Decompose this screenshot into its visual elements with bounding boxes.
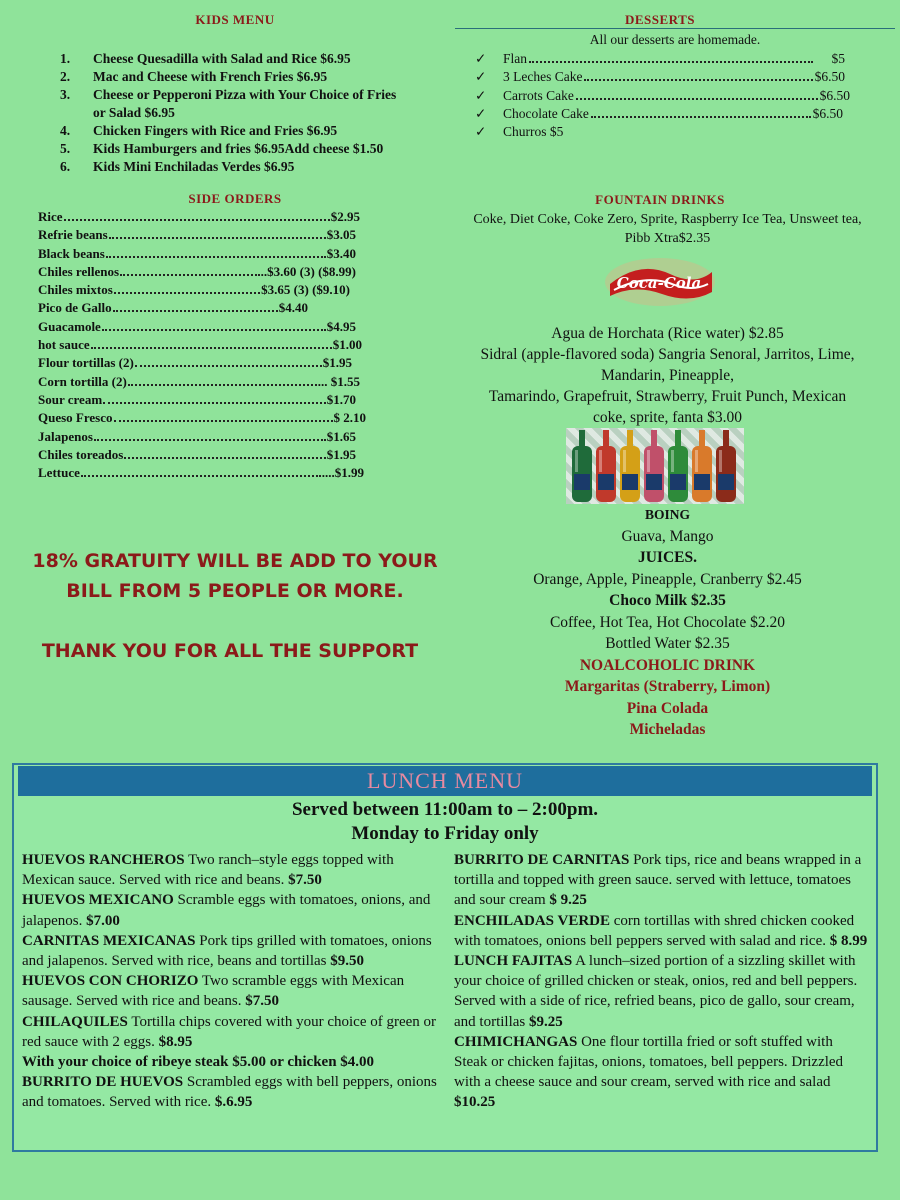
list-item: CARNITAS MEXICANAS Pork tips grilled with tomatoes, onions and jalapenos. Served with rice, beans and tortillas $9.50 — [22, 932, 432, 970]
list-item: 3. Cheese or Pepperoni Pizza with Your Choice of Fries or Salad $6.95 — [60, 87, 397, 120]
gratuity-notice-line2: BILL FROM 5 PEOPLE OR MORE. — [66, 580, 404, 602]
fountain-drinks-list: Coke, Diet Coke, Coke Zero, Sprite, Raspberry Ice Tea, Unsweet tea, Pibb Xtra$2.35 — [473, 212, 862, 246]
bottle — [572, 430, 592, 502]
list-item: Rice $2.95 — [38, 209, 360, 224]
list-item: hot sauce $1.00 — [38, 337, 362, 353]
list-item: Chiles rellenos ..$3.60 (3) ($8.99) — [38, 263, 356, 279]
list-item: Guacamole $4.95 — [38, 318, 356, 334]
check-icon: ✓ — [475, 51, 487, 66]
list-item: ENCHILADAS VERDE corn tortillas with shred chicken cooked with tomatoes, onions bell peppers served with salad and rice. $ 8.99 — [454, 912, 868, 949]
lunch-right-column — [454, 850, 869, 1113]
check-icon: ✓ — [475, 87, 487, 103]
bottle — [620, 430, 640, 502]
list-item: BURRITO DE CARNITAS Pork tips, rice and beans wrapped in a tortilla and topped with green sauce. served with lettuce, tomatoes and sour cream $ 9.25 — [454, 852, 862, 909]
list-item: Queso Fresco $ 2.10 — [38, 410, 366, 426]
list-item: Flour tortillas (2) $1.95 — [38, 355, 352, 371]
list-item: HUEVOS CON CHORIZO Two scramble eggs with Mexican sausage. Served with rice and beans. $7.50 — [22, 973, 405, 1010]
list-item: Lettuce ....$1.99 — [38, 465, 364, 481]
lunch-left-column — [22, 850, 447, 1113]
list-item: Jalapenos $1.65 — [38, 428, 356, 444]
bottle — [644, 430, 664, 502]
list-item: Black beans $3.40 — [38, 245, 356, 261]
list-item: 4. Chicken Fingers with Rice and Fries $6.95 — [60, 123, 338, 138]
list-item: ✓ Flan $5 — [475, 50, 845, 68]
list-item: CHIMICHANGAS One flour tortilla fried or soft stuffed with Steak or chicken fajitas, onions, tomatoes, bell peppers. Drizzled with a cheese sauce and sour cream, served with rice and salad $10.25 — [454, 1033, 844, 1111]
side-orders-list — [38, 208, 368, 482]
list-item: 6. Kids Mini Enchiladas Verdes $6.95 — [60, 159, 295, 174]
bottle — [716, 430, 736, 502]
check-icon: ✓ — [475, 69, 487, 85]
bottle — [596, 430, 616, 502]
list-item: Pico de Gallo $4.40 — [38, 300, 308, 316]
list-item: ✓ Carrots Cake $6.50 — [475, 87, 850, 105]
list-item: 1. Cheese Quesadilla with Salad and Rice $6.95 — [60, 51, 351, 66]
desserts-list — [475, 50, 850, 141]
bottle — [692, 430, 712, 502]
gratuity-notice-line1: 18% GRATUITY WILL BE ADD TO YOUR — [32, 550, 438, 572]
list-item: ✓ Churros $5 — [475, 123, 845, 141]
list-item: 5. Kids Hamburgers and fries $6.95Add cheese $1.50 — [60, 141, 384, 156]
drinks-block-2: BOING Guava, Mango JUICES. Orange, Apple, Pineapple, Cranberry $2.45 Choco Milk $2.35 Coffee, Hot Tea, Hot Chocolate $2.20 Bottled Water $2.35 NOALCOHOLIC DRINK Margaritas (Straberry, Limon) Pina Colada Micheladas — [533, 507, 802, 738]
list-item: HUEVOS RANCHEROS Two ranch–style eggs topped with Mexican sauce. Served with rice and beans. $7.50 — [22, 852, 394, 889]
list-item: BURRITO DE HUEVOS Scrambled eggs with bell peppers, onions and tomatoes. Served with rice. $.6.95 — [22, 1074, 437, 1111]
bottle — [668, 430, 688, 502]
svg-text:Coca-Cola: Coca-Cola — [616, 274, 702, 292]
thank-you-notice: THANK YOU FOR ALL THE SUPPORT — [41, 640, 419, 662]
list-item: LUNCH FAJITAS A lunch–sized portion of a sizzling skillet with your choice of grilled chicken or steak, onios, red and bell peppers. Served with a side of rice, refried beans, pico de gallo, sour cream, and tortillas $9.25 — [454, 953, 858, 1030]
list-item: CHILAQUILES Tortilla chips covered with your choice of green or red sauce with 2 eggs. $8.95 — [22, 1013, 437, 1050]
list-item: Corn tortilla (2) ... $1.55 — [38, 373, 360, 389]
list-item: Refrie beans $3.05 — [38, 227, 356, 243]
list-item: ✓ Chocolate Cake $6.50 — [475, 105, 843, 123]
drinks-block-1: Agua de Horchata (Rice water) $2.85 Sidral (apple-flavored soda) Sangria Senoral, Jarritos, Lime, Mandarin, Pineapple, Tamarindo, Grapefruit, Strawberry, Fruit Punch, Mexican coke, sprite, fanta $3.00 — [480, 325, 855, 426]
desserts-subtitle: All our desserts are homemade. — [589, 32, 761, 47]
side-orders-title: SIDE ORDERS — [188, 191, 282, 206]
list-item: Sour cream $1.70 — [38, 391, 356, 407]
lunch-served-hours: Served between 11:00am to – 2:00pm. Monday to Friday only — [291, 799, 599, 844]
lunch-menu-title: LUNCH MENU — [18, 766, 872, 796]
desserts-title: DESSERTS — [624, 12, 696, 27]
coca-cola-logo — [600, 252, 718, 310]
list-item: Chiles toreados $1.95 — [38, 446, 356, 462]
fountain-drinks-title: FOUNTAIN DRINKS — [595, 192, 725, 207]
kids-menu-title: KIDS MENU — [195, 12, 275, 27]
kids-menu-list — [60, 50, 440, 176]
list-item: 2. Mac and Cheese with French Fries $6.95 — [60, 69, 328, 84]
list-item: With your choice of ribeye steak $5.00 or chicken $4.00 — [22, 1054, 375, 1071]
check-icon: ✓ — [475, 105, 487, 121]
list-item: Chiles mixtos $3.65 (3) ($9.10) — [38, 282, 350, 298]
jarritos-bottles-image — [566, 428, 744, 504]
desserts-divider — [455, 28, 895, 29]
list-item: HUEVOS MEXICANO Scramble eggs with tomatoes, onions, and jalapenos. $7.00 — [22, 892, 431, 929]
list-item: ✓ 3 Leches Cake $6.50 — [475, 68, 845, 86]
check-icon: ✓ — [475, 124, 487, 140]
